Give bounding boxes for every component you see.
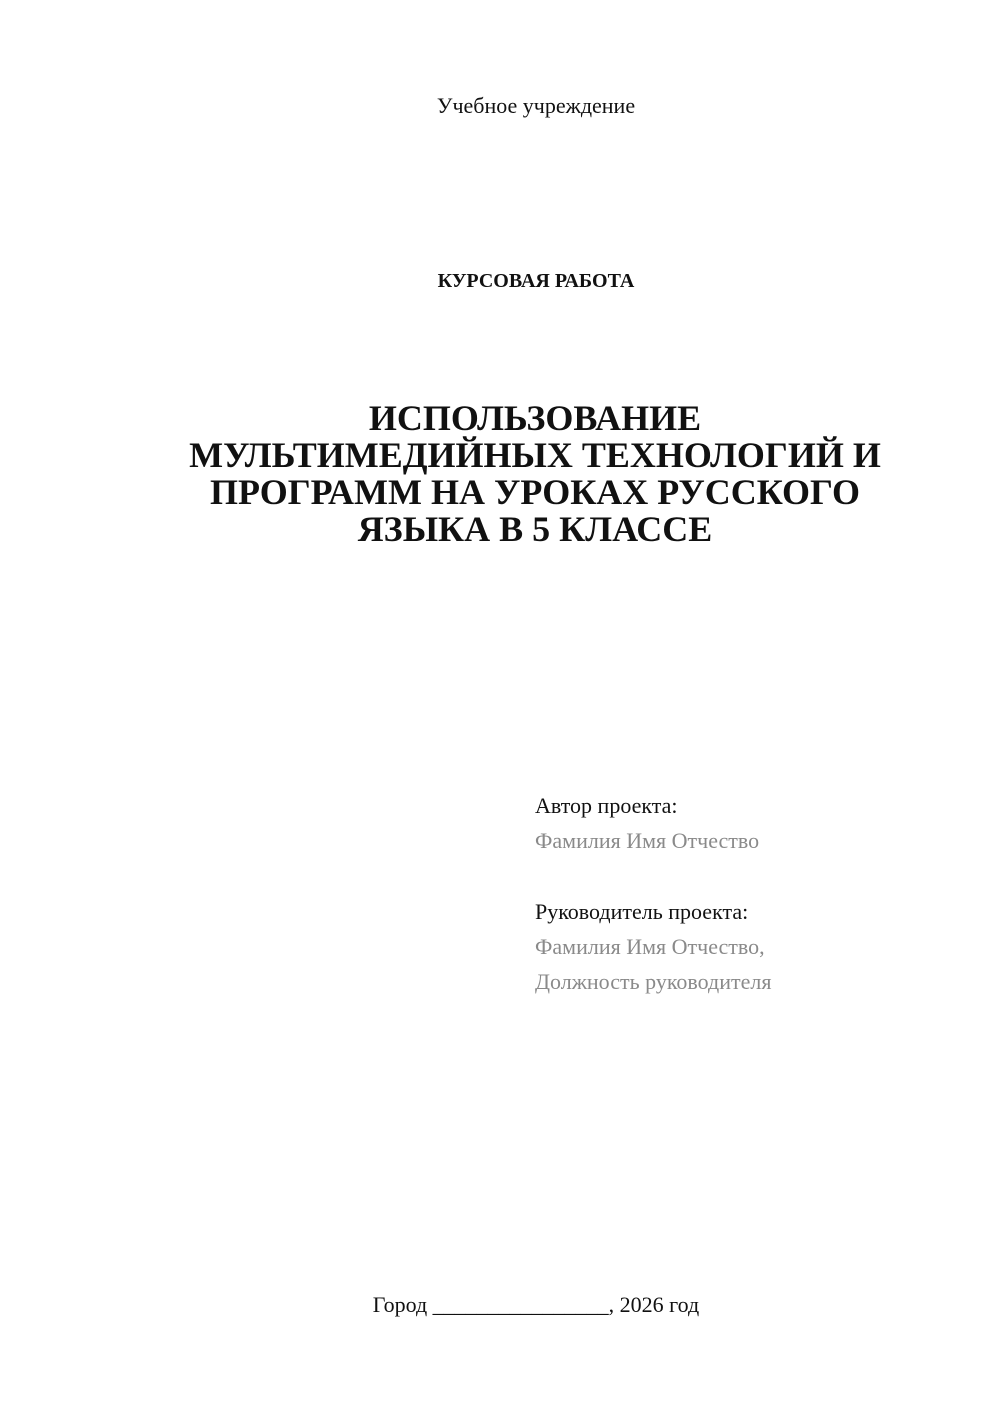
thesis-title-line: ЯЗЫКА В 5 КЛАССЕ xyxy=(357,509,713,549)
thesis-title-line: МУЛЬТИМЕДИЙНЫХ ТЕХНОЛОГИЙ И xyxy=(189,435,881,475)
work-type-heading: КУРСОВАЯ РАБОТА xyxy=(437,270,635,292)
institution-name: Учебное учреждение xyxy=(436,93,636,118)
city-year-line: Город ________________, 2026 год xyxy=(372,1292,700,1317)
supervisor-position: Должность руководителя xyxy=(535,969,772,994)
supervisor-name: Фамилия Имя Отчество, xyxy=(535,934,765,959)
supervisor-label: Руководитель проекта: xyxy=(535,899,749,924)
thesis-title-line: ПРОГРАММ НА УРОКАХ РУССКОГО xyxy=(209,472,861,512)
author-name: Фамилия Имя Отчество xyxy=(535,828,760,853)
author-label: Автор проекта: xyxy=(535,793,678,818)
credits-block xyxy=(535,788,955,999)
thesis-title-line: ИСПОЛЬЗОВАНИЕ xyxy=(368,398,702,438)
thesis-title xyxy=(140,400,930,548)
credits-spacer xyxy=(535,858,955,894)
